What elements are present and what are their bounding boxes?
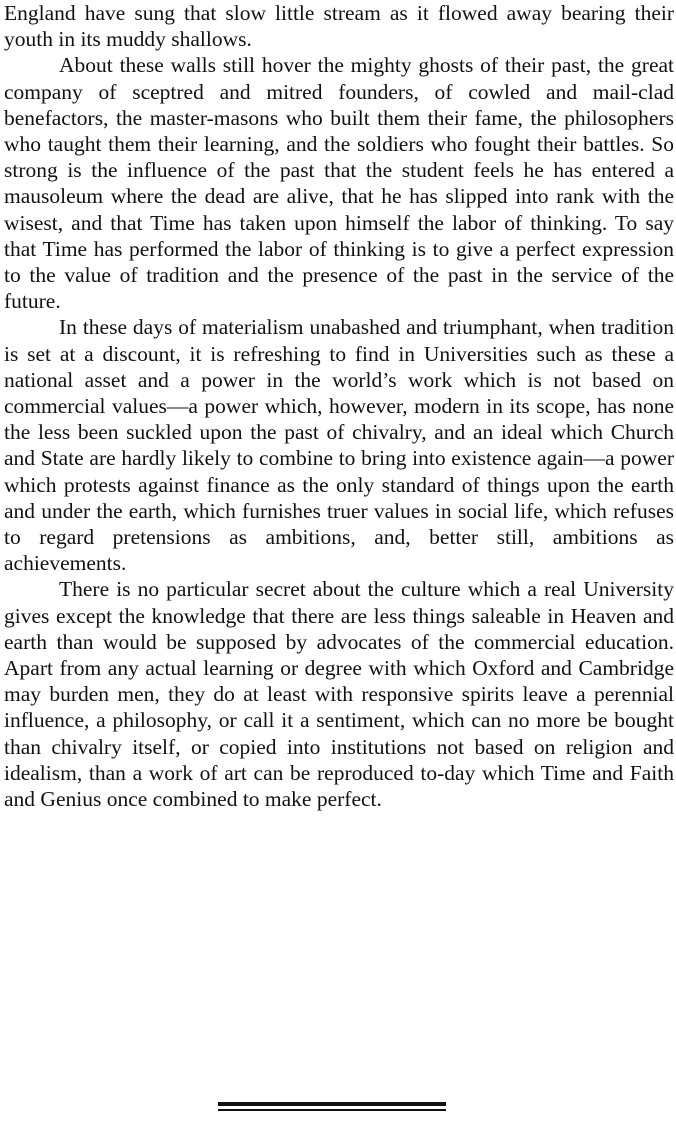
paragraph-2: About these walls still hover the mighty ghosts of their past, the great company of sceptred and mitred founders, of cowled and mail-clad benefactors, the master-masons who built them their fame, the philosophers who taught them their learning, and the soldiers who fought their battles. So strong is the influence of the past that the student feels he has entered a mausoleum where the dead are alive, that he has slipped into rank with the wisest, and that Time has taken upon himself the labor of thinking. To say that Time has performed the labor of thinking is to give a perfect expression to the value of tradition and the presence of the past in the service of the future. xyxy=(4,53,674,314)
paragraph-1: England have sung that slow little stream as it flowed away bearing their youth in its muddy shallows. xyxy=(4,1,674,52)
paragraph-3: In these days of materialism unabashed and triumphant, when tradition is set at a discount, it is refreshing to find in Universities such as these a national asset and a power in the world’s work which is not based on commercial values—a power which, however, modern in its scope, has none the less been suckled upon the past of chivalry, and an ideal which Church and State are hardly likely to combine to bring into existence again—a power which protests against finance as the only standard of things upon the earth and under the earth, which furnishes truer values in social life, which refuses to regard pretensions as ambitions, and, better still, ambitions as achievements. xyxy=(4,315,674,576)
divider-thick-rule xyxy=(218,1102,446,1106)
section-end-divider xyxy=(218,1102,446,1111)
paragraph-4: There is no particular secret about the culture which a real University gives except the knowledge that there are less things saleable in Heaven and earth than would be supposed by advocates of the commercial education. Apart from any actual learning or degree with which Oxford and Cambridge may burden men, they do at least with responsive spirits leave a perennial influence, a philosophy, or call it a sentiment, which can no more be bought than chivalry itself, or copied into institutions not based on religion and idealism, than a work of art can be reproduced to-day which Time and Faith and Genius once combined to make perfect. xyxy=(4,577,674,812)
article-body xyxy=(4,0,674,812)
divider-thin-rule xyxy=(218,1109,446,1111)
